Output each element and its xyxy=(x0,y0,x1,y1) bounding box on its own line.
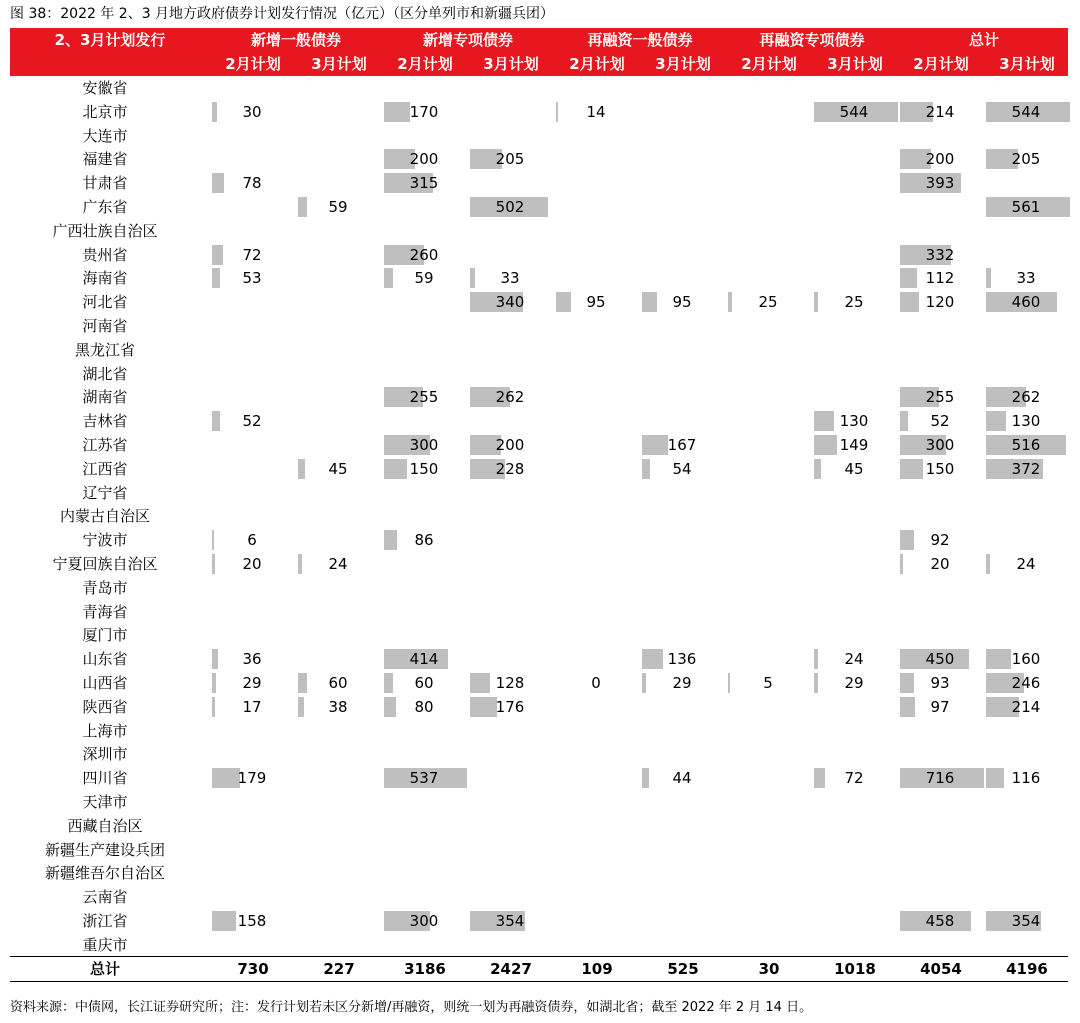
total-value: 227 xyxy=(323,959,355,978)
header-sub-9: 3月计划 xyxy=(999,55,1055,73)
data-bar xyxy=(212,673,216,693)
data-value: 160 xyxy=(1011,650,1041,669)
data-value: 228 xyxy=(495,459,525,478)
data-value: 170 xyxy=(409,102,439,121)
header-sub-1: 3月计划 xyxy=(311,55,367,73)
data-value: 97 xyxy=(930,697,950,716)
data-value: 502 xyxy=(495,198,525,216)
data-value: 116 xyxy=(1011,769,1041,788)
row-label: 黑龙江省 xyxy=(74,340,135,359)
row-label: 湖南省 xyxy=(82,388,128,407)
data-value: 150 xyxy=(925,459,955,478)
data-bar xyxy=(212,649,218,669)
data-bar xyxy=(814,292,818,312)
data-value: 393 xyxy=(925,174,955,193)
row-label: 山西省 xyxy=(82,674,128,692)
header-corner-label: 2、3月计划发行 xyxy=(54,31,166,49)
header-sub-6: 2月计划 xyxy=(741,55,797,73)
data-value: 25 xyxy=(844,293,864,312)
data-value: 544 xyxy=(1011,102,1041,121)
data-value: 262 xyxy=(495,388,525,407)
row-label: 河南省 xyxy=(82,317,128,335)
data-value: 25 xyxy=(758,293,778,312)
total-value: 4054 xyxy=(920,959,962,978)
header-sub-7: 3月计划 xyxy=(827,55,883,73)
row-label: 新疆维吾尔自治区 xyxy=(44,864,165,883)
row-label: 青岛市 xyxy=(82,578,128,597)
data-value: 17 xyxy=(242,697,262,716)
data-value: 130 xyxy=(1011,412,1041,431)
row-label: 广西壮族自治区 xyxy=(52,221,158,240)
row-label: 宁波市 xyxy=(82,531,128,550)
data-value: 200 xyxy=(495,436,525,454)
data-value: 300 xyxy=(409,912,439,930)
data-bar xyxy=(212,530,214,550)
data-bar xyxy=(212,554,215,574)
row-label: 四川省 xyxy=(82,769,128,788)
data-value: 176 xyxy=(495,697,525,716)
total-value: 730 xyxy=(237,959,269,978)
data-value: 150 xyxy=(409,459,439,478)
data-value: 60 xyxy=(414,674,434,692)
data-value: 260 xyxy=(409,245,439,264)
data-value: 205 xyxy=(495,150,525,169)
data-bar xyxy=(384,268,393,288)
data-value: 450 xyxy=(925,650,955,669)
data-value: 53 xyxy=(242,269,262,288)
data-value: 45 xyxy=(328,459,348,478)
data-bar xyxy=(728,292,732,312)
data-value: 332 xyxy=(925,245,955,264)
data-value: 167 xyxy=(667,436,697,454)
data-value: 33 xyxy=(1016,269,1036,288)
data-bar xyxy=(814,459,821,479)
row-label: 湖北省 xyxy=(82,364,128,383)
data-value: 95 xyxy=(672,293,692,312)
total-value: 525 xyxy=(667,959,699,978)
data-value: 516 xyxy=(1011,436,1041,454)
data-value: 44 xyxy=(672,769,692,788)
data-bar xyxy=(298,459,305,479)
data-value: 20 xyxy=(930,555,950,573)
data-value: 93 xyxy=(930,674,950,692)
data-bar xyxy=(298,673,307,693)
source-note: 资料来源：中债网，长江证券研究所；注：发行计划若未区分新增/再融资，则统一划为再融资债券，如湖北省；截至 2022 年 2 月 14 日。 xyxy=(10,1000,813,1015)
data-value: 80 xyxy=(414,697,434,716)
row-label: 宁夏回族自治区 xyxy=(52,555,158,573)
data-value: 112 xyxy=(925,269,955,288)
data-value: 214 xyxy=(925,102,955,121)
data-value: 200 xyxy=(409,150,439,169)
data-bar xyxy=(642,459,650,479)
row-label: 厦门市 xyxy=(82,626,128,645)
data-value: 460 xyxy=(1011,293,1041,312)
data-value: 128 xyxy=(495,674,525,692)
data-value: 24 xyxy=(844,650,864,669)
data-value: 20 xyxy=(242,555,262,573)
data-value: 72 xyxy=(242,245,262,264)
data-value: 5 xyxy=(763,674,773,692)
table-header xyxy=(10,28,1068,76)
data-bar xyxy=(814,673,818,693)
row-label: 云南省 xyxy=(82,888,128,907)
row-label: 安徽省 xyxy=(82,79,128,97)
data-value: 716 xyxy=(925,769,955,788)
row-label: 大连市 xyxy=(82,126,128,145)
data-value: 52 xyxy=(242,412,262,431)
data-value: 72 xyxy=(844,769,864,788)
data-value: 458 xyxy=(925,912,955,930)
total-label: 总计 xyxy=(89,959,120,978)
data-value: 300 xyxy=(409,436,439,454)
data-value: 544 xyxy=(839,102,869,121)
data-value: 52 xyxy=(930,412,950,431)
data-value: 14 xyxy=(586,102,606,121)
total-value: 109 xyxy=(581,959,613,978)
data-value: 30 xyxy=(242,102,262,121)
data-value: 354 xyxy=(1011,912,1041,930)
total-value: 4196 xyxy=(1006,959,1048,978)
data-value: 6 xyxy=(247,531,257,550)
header-sub-2: 2月计划 xyxy=(397,55,453,73)
header-group-4: 总计 xyxy=(968,31,999,49)
data-value: 33 xyxy=(500,269,520,288)
data-value: 158 xyxy=(237,912,267,930)
row-label: 北京市 xyxy=(82,102,128,121)
data-value: 29 xyxy=(844,674,864,692)
header-group-2: 再融资一般债券 xyxy=(587,31,693,49)
data-bar xyxy=(298,697,304,717)
row-label: 青海省 xyxy=(82,602,128,621)
data-value: 60 xyxy=(328,674,348,692)
row-label: 贵州省 xyxy=(82,245,128,264)
total-value: 30 xyxy=(758,959,780,978)
row-label: 福建省 xyxy=(82,150,128,169)
data-value: 24 xyxy=(328,555,348,573)
data-value: 38 xyxy=(328,697,348,716)
row-label: 新疆生产建设兵团 xyxy=(44,840,165,859)
data-bar xyxy=(728,673,730,693)
data-bar xyxy=(212,411,220,431)
data-value: 36 xyxy=(242,650,262,669)
header-sub-5: 3月计划 xyxy=(655,55,711,73)
data-value: 59 xyxy=(414,269,434,288)
data-value: 136 xyxy=(667,650,697,669)
data-value: 354 xyxy=(495,912,525,930)
data-value: 262 xyxy=(1011,388,1041,407)
row-label: 辽宁省 xyxy=(82,483,128,502)
data-value: 92 xyxy=(930,531,950,550)
row-label: 内蒙古自治区 xyxy=(59,507,150,526)
data-value: 255 xyxy=(409,388,439,407)
data-value: 372 xyxy=(1011,459,1041,478)
data-value: 200 xyxy=(925,150,955,169)
row-label: 吉林省 xyxy=(82,412,128,431)
header-sub-0: 2月计划 xyxy=(225,55,281,73)
data-bar xyxy=(212,268,220,288)
data-value: 179 xyxy=(237,769,267,788)
data-bar xyxy=(212,697,215,717)
data-bar xyxy=(642,673,646,693)
data-bar xyxy=(298,554,302,574)
data-value: 537 xyxy=(409,769,439,788)
row-label: 上海市 xyxy=(82,721,128,740)
figure-caption: 图 38：2022 年 2、3 月地方政府债券计划发行情况（亿元）（区分单列市和新疆兵团） xyxy=(10,6,555,22)
data-value: 45 xyxy=(844,459,864,478)
data-bar xyxy=(384,673,393,693)
row-label: 天津市 xyxy=(82,793,128,811)
data-bar xyxy=(212,102,217,122)
data-bar xyxy=(642,768,649,788)
data-value: 29 xyxy=(672,674,692,692)
data-bar xyxy=(986,554,990,574)
data-value: 149 xyxy=(839,436,869,454)
data-value: 414 xyxy=(409,650,439,669)
row-label: 海南省 xyxy=(82,269,128,288)
row-label: 甘肃省 xyxy=(82,174,128,193)
data-value: 246 xyxy=(1011,674,1041,692)
header-sub-8: 2月计划 xyxy=(913,55,969,73)
data-value: 29 xyxy=(242,674,262,692)
data-bar xyxy=(556,102,558,122)
data-bar xyxy=(900,411,908,431)
row-label: 江西省 xyxy=(82,459,128,478)
total-value: 3186 xyxy=(404,959,446,978)
data-value: 54 xyxy=(672,459,692,478)
data-value: 0 xyxy=(591,674,601,692)
header-group-1: 新增专项债券 xyxy=(422,31,513,49)
header-sub-3: 3月计划 xyxy=(483,55,539,73)
total-value: 2427 xyxy=(490,959,532,978)
header-group-0: 新增一般债券 xyxy=(250,31,341,49)
row-label: 深圳市 xyxy=(82,745,128,764)
data-value: 120 xyxy=(925,293,955,312)
row-label: 浙江省 xyxy=(82,912,128,930)
data-bar xyxy=(470,268,475,288)
data-value: 130 xyxy=(839,412,869,431)
row-label: 河北省 xyxy=(82,293,128,312)
data-value: 205 xyxy=(1011,150,1041,169)
data-value: 59 xyxy=(328,198,348,216)
row-label: 山东省 xyxy=(82,650,128,669)
data-bar xyxy=(986,268,991,288)
bottom-rule xyxy=(10,981,1068,982)
data-value: 78 xyxy=(242,174,262,193)
row-label: 陕西省 xyxy=(82,697,128,716)
data-bar xyxy=(814,649,818,669)
header-group-3: 再融资专项债券 xyxy=(759,31,865,49)
data-value: 300 xyxy=(925,436,955,454)
data-value: 95 xyxy=(586,293,606,312)
data-value: 340 xyxy=(495,293,525,312)
data-value: 214 xyxy=(1011,697,1041,716)
data-bar xyxy=(900,554,903,574)
row-label: 重庆市 xyxy=(82,935,128,954)
row-label: 西藏自治区 xyxy=(67,816,143,835)
data-bar xyxy=(298,197,307,217)
header-sub-4: 2月计划 xyxy=(569,55,625,73)
data-value: 255 xyxy=(925,388,955,407)
data-value: 24 xyxy=(1016,555,1036,573)
total-value: 1018 xyxy=(834,959,876,978)
data-value: 315 xyxy=(409,174,439,193)
data-value: 561 xyxy=(1011,198,1041,216)
data-value: 86 xyxy=(414,531,434,550)
row-label: 江苏省 xyxy=(82,436,128,454)
row-label: 广东省 xyxy=(82,198,128,216)
